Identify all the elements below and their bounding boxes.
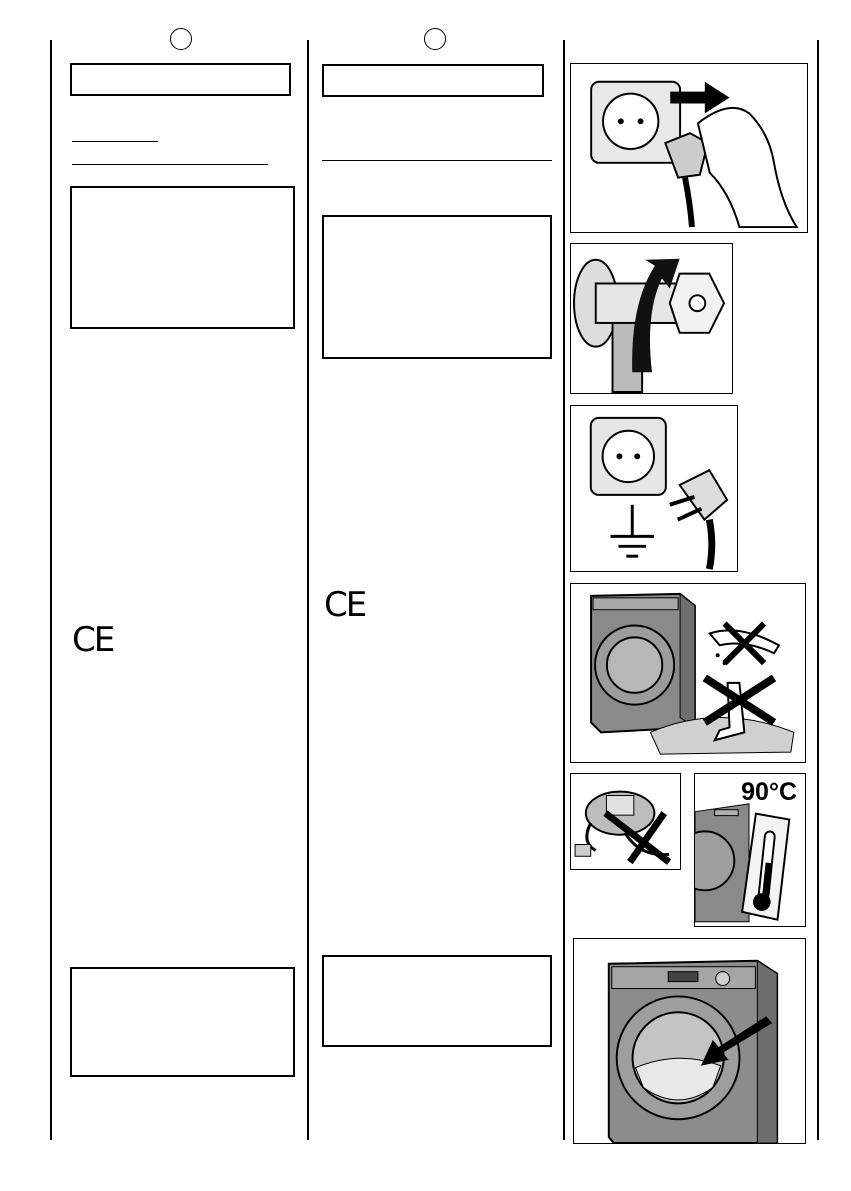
column-divider-middle-left [307,40,309,1140]
no-adapter-icon [571,774,680,869]
column-divider-middle-right [563,40,565,1140]
underline-short-left [72,141,158,142]
illustration-earthed-socket [570,405,738,572]
temperature-label: 90°C [741,778,797,806]
earthed-socket-icon [571,406,737,571]
column-divider-left [50,40,52,1140]
illustration-hot-door [694,773,806,927]
section-title-box-left [70,63,291,96]
illustration-door-glass [573,938,806,1144]
illustration-no-adapter [570,773,681,870]
warning-box-middle-top [322,215,552,359]
ce-mark-left: CE [72,620,114,660]
illustration-no-wet-hands [570,583,806,763]
column-divider-right [817,40,819,1140]
illustration-tap [570,243,733,394]
language-badge-middle [424,28,446,50]
warning-box-middle-bottom [322,955,552,1047]
illustration-unplug [570,63,808,233]
warning-box-left-top [70,186,295,329]
warning-box-left-bottom [70,967,295,1077]
underline-middle [322,160,552,161]
unplug-icon [571,64,807,232]
door-glass-icon [574,939,805,1143]
water-tap-icon [571,244,732,393]
language-badge-left [170,28,192,50]
section-title-box-middle [322,64,544,97]
underline-long-left [72,164,268,165]
ce-mark-middle: CE [324,585,366,625]
no-wet-hands-icon [571,584,805,762]
